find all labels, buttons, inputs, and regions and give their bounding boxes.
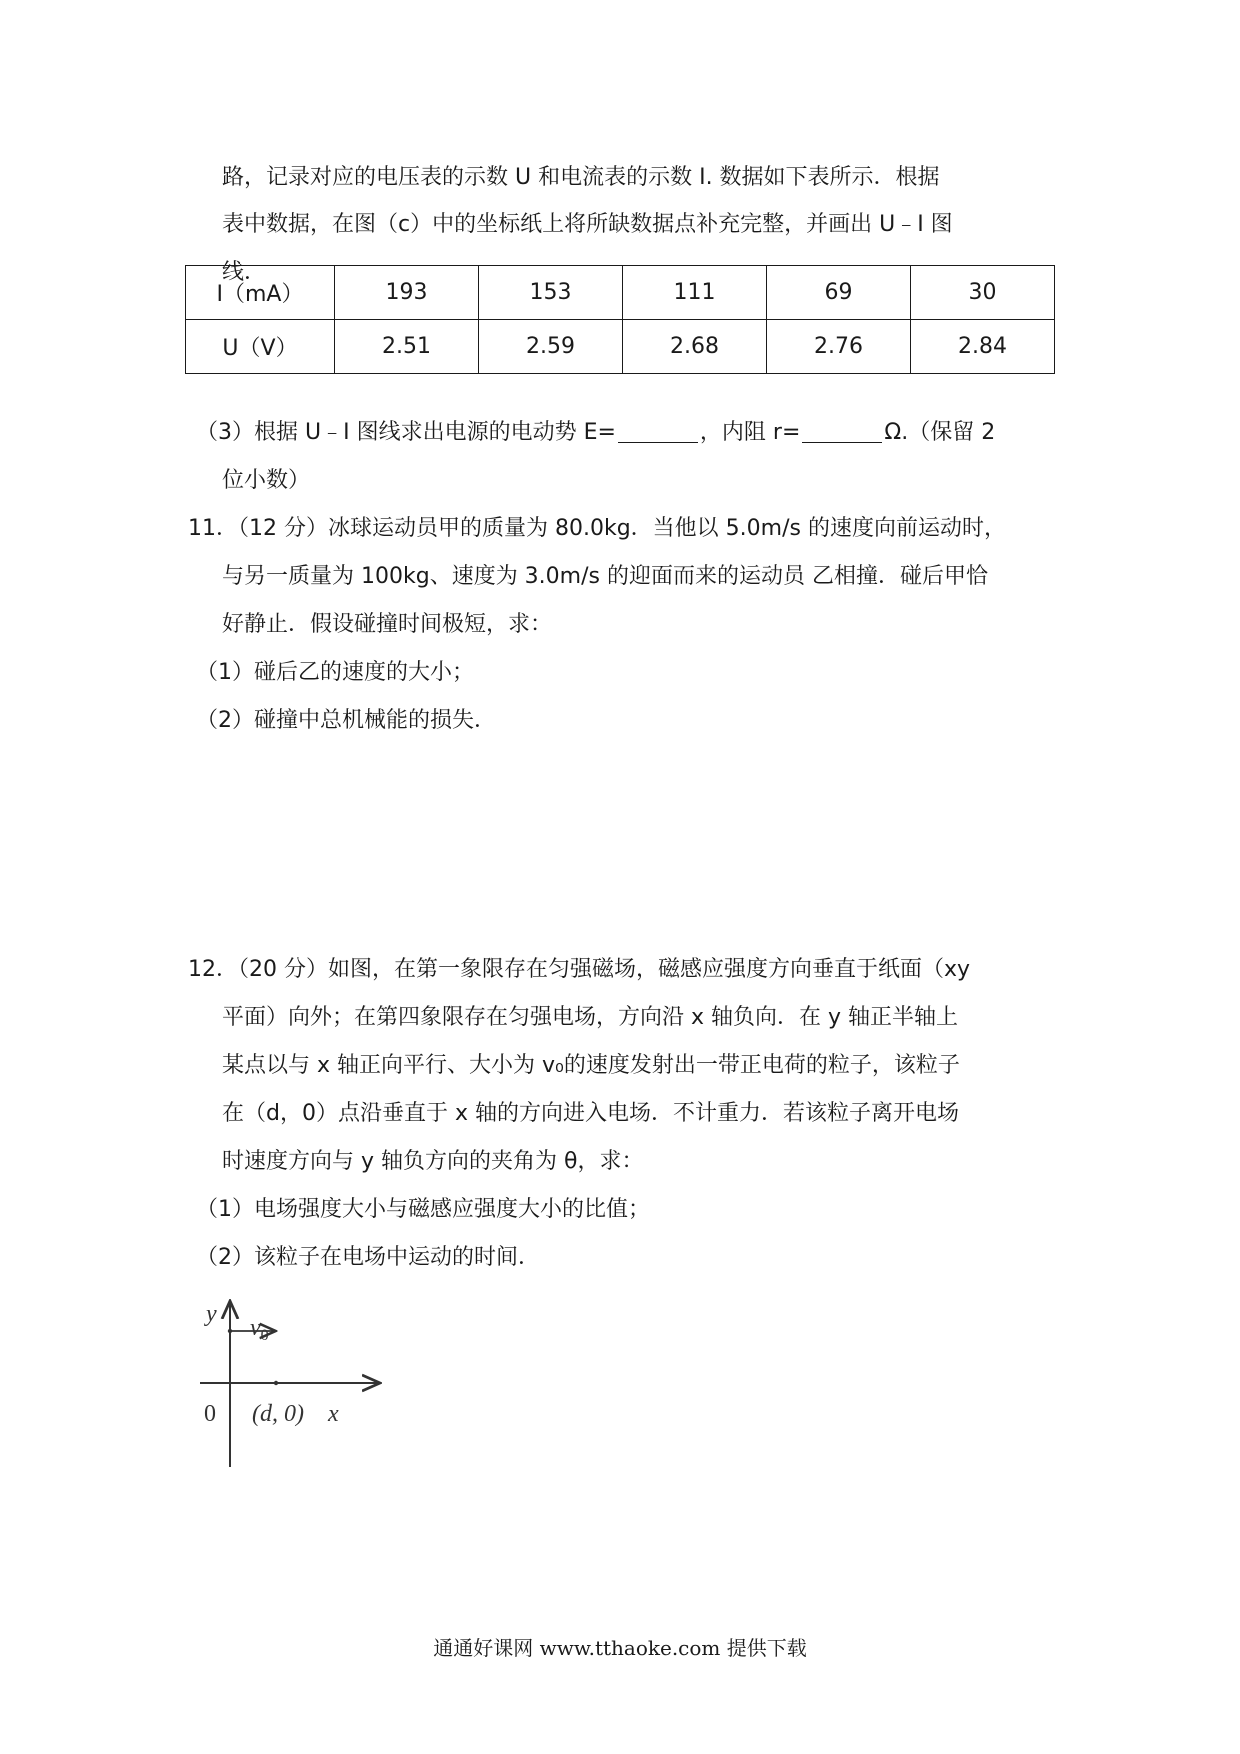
table-cell: 193 [335, 266, 479, 320]
table-cell: 2.84 [911, 320, 1055, 374]
point-d-marker [274, 1381, 278, 1385]
table-row-voltage [186, 320, 1055, 374]
q10-line-1: 路，记录对应的电压表的示数 U 和电流表的示数 I. 数据如下表所示．根据 [222, 165, 940, 190]
q12-line-3: 某点以与 x 轴正向平行、大小为 v₀的速度发射出一带正电荷的粒子，该粒子 [222, 1053, 960, 1078]
table-cell: 2.59 [479, 320, 623, 374]
q11-line-3: 好静止．假设碰撞时间极短，求： [222, 612, 553, 637]
data-table [185, 265, 1055, 374]
part3-text-c: Ω.（保留 2 [884, 420, 996, 445]
q10-part-3 [196, 418, 995, 448]
table-cell: 111 [623, 266, 767, 320]
q11-part-2: （2）碰撞中总机械能的损失． [196, 708, 496, 733]
v0-label [250, 1315, 269, 1344]
emf-answer-blank[interactable] [618, 420, 698, 443]
q12-part-1: （1）电场强度大小与磁感应强度大小的比值； [196, 1197, 650, 1222]
table-cell: 69 [767, 266, 911, 320]
x-axis-label: x [328, 1401, 339, 1427]
table-cell: 2.76 [767, 320, 911, 374]
table-cell: 30 [911, 266, 1055, 320]
q10-line-2: 表中数据，在图（c）中的坐标纸上将所缺数据点补充完整，并画出 U﹣I 图 [222, 212, 953, 237]
coordinate-diagram [188, 1295, 388, 1475]
q12-line-5: 时速度方向与 y 轴负方向的夹角为 θ，求： [222, 1149, 644, 1174]
y-axis-label: y [206, 1301, 217, 1327]
q12-line-4: 在（d，0）点沿垂直于 x 轴的方向进入电场．不计重力．若该粒子离开电场 [222, 1101, 959, 1126]
part3-text-b: ，内阻 r= [699, 420, 801, 445]
page-footer: 通通好课网 www.tthaoke.com 提供下载 [433, 1636, 807, 1660]
q12-line-1: 12．（20 分）如图，在第一象限存在匀强磁场，磁感应强度方向垂直于纸面（xy [188, 957, 971, 982]
q11-part-1: （1）碰后乙的速度的大小； [196, 660, 474, 685]
table-row-header: U（V） [186, 320, 335, 374]
v-symbol: v [250, 1315, 261, 1341]
q12-part-2: （2）该粒子在电场中运动的时间． [196, 1245, 540, 1270]
table-row-header: I（mA） [186, 266, 335, 320]
point-d-label: (d, 0) [252, 1401, 304, 1427]
table-cell: 2.68 [623, 320, 767, 374]
q12-line-2: 平面）向外；在第四象限存在匀强电场，方向沿 x 轴负向．在 y 轴正半轴上 [222, 1005, 959, 1030]
q11-line-1: 11．（12 分）冰球运动员甲的质量为 80.0kg．当他以 5.0m/s 的速度向前运动时， [188, 516, 1006, 541]
table-row-current [186, 266, 1055, 320]
part3-text-a: （3）根据 U﹣I 图线求出电源的电动势 E= [196, 420, 616, 445]
resistance-answer-blank[interactable] [802, 420, 882, 443]
q10-line-3: 线． [222, 260, 267, 285]
v-subscript: 0 [260, 1327, 269, 1344]
origin-label: 0 [204, 1401, 216, 1427]
table-cell: 153 [479, 266, 623, 320]
table-cell: 2.51 [335, 320, 479, 374]
q11-line-2: 与另一质量为 100kg、速度为 3.0m/s 的迎面而来的运动员 乙相撞．碰后甲恰 [222, 564, 988, 589]
q10-part-3-line-2: 位小数） [222, 468, 311, 493]
launch-point [228, 1329, 232, 1333]
